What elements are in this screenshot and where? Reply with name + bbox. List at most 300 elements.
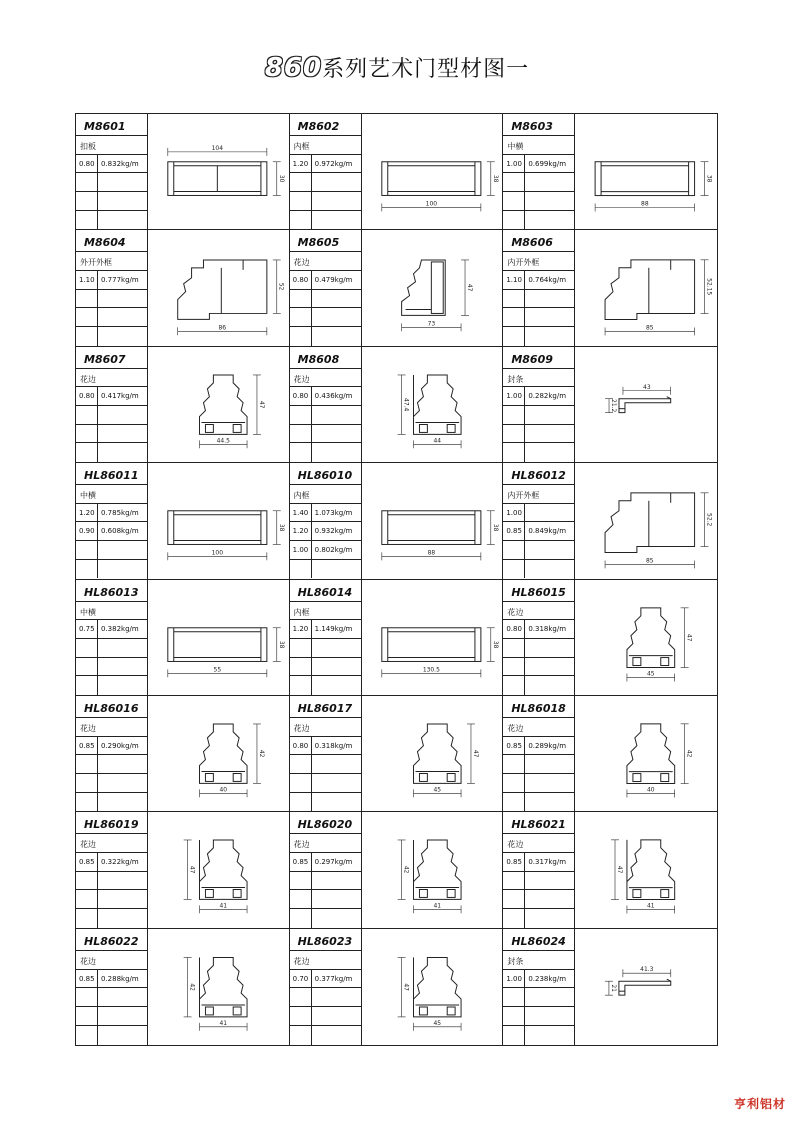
spec-weight: 0.777kg/m: [101, 276, 139, 285]
spec-weight: [312, 774, 315, 792]
dimension-height-label: 38: [277, 523, 285, 532]
spec-row: [503, 620, 574, 639]
spec-weight: [525, 1007, 528, 1025]
profile-cell: [290, 812, 504, 928]
profile-cell: [290, 347, 504, 463]
spec-row: [290, 290, 361, 309]
spec-row: [503, 639, 574, 658]
spec-weight: [98, 676, 101, 695]
spec-row: [503, 192, 574, 211]
spec-row: [290, 793, 361, 812]
spec-row: [290, 522, 361, 541]
spec-row: [503, 387, 574, 406]
spec-weight: 0.318kg/m: [528, 625, 567, 634]
watermark: 亨利铝材: [733, 1097, 786, 1111]
dimension-lines: [605, 493, 708, 569]
profile-cross-section: [362, 929, 503, 1045]
profile-name: 中横: [76, 602, 147, 621]
spec-thickness: [503, 988, 525, 1006]
spec-thickness: 1.20: [290, 620, 312, 638]
spec-thickness: [503, 890, 525, 908]
spec-thickness: [76, 676, 98, 695]
spec-weight: [525, 988, 528, 1006]
profile-section-drawing: [413, 840, 461, 899]
spec-thickness: [503, 774, 525, 792]
spec-weight: [98, 890, 101, 908]
profile-section-drawing: [200, 724, 248, 783]
profile-section-drawing: [168, 162, 267, 196]
spec-thickness: [76, 560, 98, 579]
profile-cell: [503, 696, 717, 812]
profile-section-drawing: [605, 493, 695, 553]
dimension-lines: [184, 840, 247, 913]
spec-weight: [525, 192, 528, 210]
profile-name: 花边: [290, 718, 361, 737]
profile-info-table: [290, 929, 362, 1045]
spec-thickness: 1.20: [76, 504, 98, 522]
spec-weight: 0.318kg/m: [314, 741, 353, 750]
spec-thickness: [76, 988, 98, 1006]
profile-cross-section: [362, 812, 503, 927]
spec-weight: 0.238kg/m: [528, 974, 567, 983]
spec-row: [503, 560, 574, 579]
spec-row: [503, 308, 574, 327]
profile-drawing: [575, 580, 717, 695]
spec-row: [76, 1026, 147, 1045]
spec-weight: [312, 793, 315, 812]
dimension-lines: [200, 375, 261, 448]
dimension-width-label: 130.5: [422, 665, 440, 673]
spec-row: [76, 658, 147, 677]
spec-row: [503, 504, 574, 523]
spec-row: [290, 443, 361, 462]
dimension-lines: [397, 375, 460, 448]
spec-row: [290, 676, 361, 695]
profile-code: HL86023: [290, 929, 361, 951]
profile-code: HL86014: [290, 580, 361, 602]
dimension-width-label: 40: [219, 786, 228, 794]
spec-thickness: [503, 755, 525, 773]
profile-cell: [503, 463, 717, 579]
dimension-width-label: 104: [211, 144, 224, 152]
spec-weight: [98, 909, 101, 928]
profile-name: 花边: [503, 718, 574, 737]
profile-drawing: [148, 114, 289, 229]
profile-drawing: [575, 812, 717, 927]
dimension-width-label: 43: [643, 383, 651, 391]
profile-cross-section: [575, 696, 717, 811]
dimension-width-label: 73: [427, 320, 435, 328]
spec-weight: 1.149kg/m: [314, 625, 353, 634]
dimension-width-label: 85: [646, 324, 654, 332]
profile-cell: [290, 230, 504, 346]
spec-thickness: 0.80: [290, 271, 312, 289]
spec-weight: 0.317kg/m: [528, 857, 567, 866]
spec-thickness: [76, 425, 98, 443]
profile-name: 内框: [290, 485, 361, 504]
spec-thickness: 0.75: [76, 620, 98, 638]
spec-row: [76, 872, 147, 891]
spec-row: [503, 755, 574, 774]
dimension-height-label: 47: [402, 983, 410, 991]
dimension-lines: [397, 957, 460, 1030]
profile-cell: [503, 929, 717, 1045]
dimension-width-label: 41.3: [640, 965, 654, 973]
spec-weight: [525, 443, 528, 462]
profile-info-table: [503, 812, 575, 927]
spec-weight: 0.377kg/m: [314, 974, 353, 983]
spec-thickness: 0.70: [290, 970, 312, 988]
profile-drawing: [148, 580, 289, 695]
spec-thickness: [503, 290, 525, 308]
spec-weight: [312, 290, 315, 308]
profile-section-drawing: [178, 260, 267, 319]
spec-row: [76, 308, 147, 327]
dimension-lines: [200, 724, 261, 797]
profile-section-drawing: [619, 979, 671, 995]
spec-row: [503, 211, 574, 230]
spec-row: [76, 560, 147, 579]
profile-name: 花边: [290, 252, 361, 271]
spec-thickness: 0.85: [503, 853, 525, 871]
spec-row: [503, 890, 574, 909]
spec-weight: 0.479kg/m: [314, 276, 353, 285]
spec-row: [76, 155, 147, 174]
spec-thickness: [290, 890, 312, 908]
profile-cell: [503, 114, 717, 230]
profile-info-table: [76, 812, 148, 927]
spec-weight: 0.849kg/m: [528, 527, 567, 536]
spec-row: [503, 522, 574, 541]
spec-thickness: [290, 425, 312, 443]
spec-thickness: [76, 308, 98, 326]
dimension-lines: [178, 260, 281, 335]
spec-weight: 0.608kg/m: [101, 527, 139, 536]
profile-cell: [76, 114, 290, 230]
profile-name: 内开外框: [503, 252, 574, 271]
dimension-lines: [381, 511, 494, 561]
spec-row: [76, 211, 147, 230]
profile-name: 花边: [76, 369, 147, 388]
profile-code: HL86012: [503, 463, 574, 485]
spec-thickness: 0.80: [503, 620, 525, 638]
spec-row: [503, 155, 574, 174]
spec-row: [503, 1026, 574, 1045]
profile-code: HL86024: [503, 929, 574, 951]
spec-thickness: [290, 327, 312, 346]
spec-thickness: 1.00: [503, 155, 525, 173]
spec-weight: [525, 793, 528, 812]
spec-row: [290, 211, 361, 230]
profile-info-table: [76, 463, 148, 578]
profile-drawing: [148, 347, 289, 462]
profile-info-table: [76, 114, 148, 229]
spec-weight: [525, 504, 528, 522]
profile-section-drawing: [381, 511, 480, 545]
spec-row: [76, 988, 147, 1007]
spec-thickness: [503, 211, 525, 230]
profile-cell: [76, 812, 290, 928]
profile-section-drawing: [381, 627, 480, 661]
dimension-height-label: 47: [465, 284, 473, 292]
dimension-width-label: 41: [219, 1019, 228, 1027]
spec-thickness: [290, 211, 312, 230]
dimension-width-label: 55: [213, 665, 222, 673]
dimension-height-label: 30: [277, 174, 285, 183]
spec-row: [503, 1007, 574, 1026]
spec-weight: [525, 1026, 528, 1045]
spec-thickness: [290, 560, 312, 579]
spec-row: [290, 658, 361, 677]
spec-weight: [525, 211, 528, 230]
profile-name: 封条: [503, 951, 574, 970]
spec-weight: [312, 1007, 315, 1025]
spec-thickness: [76, 872, 98, 890]
title-text: 系列艺术门型材图一: [322, 57, 530, 82]
profile-cell: [290, 929, 504, 1045]
dimension-height-label: 38: [277, 640, 285, 648]
spec-weight: [312, 308, 315, 326]
spec-thickness: [503, 1026, 525, 1045]
profile-cross-section: [148, 580, 289, 695]
dimension-width-label: 86: [218, 324, 227, 332]
profile-name: 花边: [290, 369, 361, 388]
dimension-height-label: 42: [257, 749, 265, 758]
spec-weight: 0.322kg/m: [101, 857, 139, 866]
spec-weight: 0.289kg/m: [528, 741, 567, 750]
profile-code: HL86010: [290, 463, 361, 485]
spec-row: [503, 271, 574, 290]
profile-cross-section: [148, 347, 289, 462]
profile-section-drawing: [627, 840, 675, 900]
dimension-width-label: 85: [646, 557, 654, 565]
profile-cell: [76, 347, 290, 463]
dimension-lines: [401, 260, 468, 331]
profile-cross-section: [575, 230, 717, 345]
spec-weight: [98, 639, 101, 657]
profile-name: 花边: [76, 951, 147, 970]
dimension-lines: [168, 511, 281, 561]
profile-cross-section: [148, 812, 289, 927]
spec-row: [503, 909, 574, 928]
spec-weight: 0.932kg/m: [314, 527, 353, 536]
spec-thickness: [290, 658, 312, 676]
profile-drawing: [148, 812, 289, 927]
dimension-lines: [605, 260, 708, 336]
spec-row: [76, 192, 147, 211]
spec-thickness: [290, 872, 312, 890]
dimension-width-label: 44: [433, 437, 441, 445]
spec-thickness: [503, 1007, 525, 1025]
spec-row: [76, 387, 147, 406]
spec-weight: [525, 425, 528, 443]
dimension-width-label: 100: [211, 549, 224, 557]
profile-cell: [503, 580, 717, 696]
spec-row: [76, 173, 147, 192]
dimension-height-label: 42: [402, 866, 410, 874]
profile-info-table: [76, 580, 148, 695]
spec-thickness: 1.20: [290, 155, 312, 173]
profile-drawing: [362, 463, 503, 578]
spec-row: [290, 774, 361, 793]
profile-code: HL86015: [503, 580, 574, 602]
spec-row: [76, 755, 147, 774]
spec-weight: [312, 658, 315, 676]
profile-code: M8605: [290, 230, 361, 252]
profile-section-drawing: [200, 375, 248, 434]
spec-row: [290, 1026, 361, 1045]
spec-thickness: [76, 541, 98, 559]
spec-thickness: [290, 988, 312, 1006]
profile-cross-section: [148, 929, 289, 1045]
spec-row: [290, 155, 361, 174]
dimension-height-label: 38: [491, 174, 499, 183]
profile-code: M8607: [76, 347, 147, 369]
spec-thickness: [290, 1026, 312, 1045]
spec-row: [290, 639, 361, 658]
dimension-height-label: 47: [685, 633, 693, 641]
spec-thickness: [503, 308, 525, 326]
profile-code: HL86019: [76, 812, 147, 834]
spec-thickness: [76, 211, 98, 230]
spec-thickness: 0.85: [76, 970, 98, 988]
spec-weight: [525, 327, 528, 346]
profile-code: HL86013: [76, 580, 147, 602]
spec-thickness: [76, 909, 98, 928]
profile-info-table: [76, 347, 148, 462]
spec-weight: [525, 639, 528, 657]
spec-row: [290, 755, 361, 774]
spec-thickness: 1.00: [290, 541, 312, 559]
dimension-width-label: 45: [433, 1019, 441, 1027]
spec-weight: 0.699kg/m: [528, 159, 567, 168]
spec-weight: [312, 890, 315, 908]
profile-section-drawing: [619, 396, 671, 412]
profile-name: 外开外框: [76, 252, 147, 271]
profile-drawing: [362, 812, 503, 927]
spec-thickness: [503, 327, 525, 346]
spec-weight: [98, 1026, 101, 1045]
spec-thickness: [290, 192, 312, 210]
spec-weight: [312, 676, 315, 695]
spec-weight: [525, 541, 528, 559]
spec-thickness: 0.85: [503, 522, 525, 540]
dimension-width-label: 45: [647, 669, 655, 677]
dimension-width-label: 88: [427, 549, 435, 557]
dimension-height-label: 47: [471, 749, 479, 758]
profile-section-drawing: [627, 607, 675, 667]
profile-drawing: [148, 230, 289, 345]
dimension-lines: [381, 162, 494, 212]
spec-row: [76, 1007, 147, 1026]
profile-name: 花边: [503, 602, 574, 621]
spec-row: [290, 173, 361, 192]
spec-weight: [525, 406, 528, 424]
spec-weight: [312, 872, 315, 890]
spec-weight: [98, 308, 101, 326]
spec-weight: [98, 192, 101, 210]
spec-thickness: 1.20: [290, 522, 312, 540]
profile-cell: [76, 929, 290, 1045]
spec-thickness: [503, 425, 525, 443]
profile-drawing: [362, 580, 503, 695]
spec-thickness: [76, 774, 98, 792]
profile-section-drawing: [401, 260, 445, 315]
spec-thickness: 1.10: [503, 271, 525, 289]
profile-cross-section: [148, 230, 289, 345]
spec-weight: [98, 425, 101, 443]
dimension-height-label: 47: [616, 866, 624, 874]
spec-weight: 0.297kg/m: [314, 857, 353, 866]
profile-cross-section: [575, 114, 717, 229]
spec-weight: [312, 639, 315, 657]
profile-cell: [76, 696, 290, 812]
profile-info-table: [503, 230, 575, 345]
spec-row: [290, 560, 361, 579]
spec-weight: 0.832kg/m: [101, 159, 139, 168]
profile-code: M8602: [290, 114, 361, 136]
profile-drawing: [362, 114, 503, 229]
profile-cell: [503, 230, 717, 346]
spec-weight: [525, 308, 528, 326]
profile-info-table: [290, 114, 362, 229]
spec-thickness: [76, 290, 98, 308]
profile-code: M8609: [503, 347, 574, 369]
spec-thickness: 1.00: [503, 970, 525, 988]
profile-name: 内开外框: [503, 485, 574, 504]
spec-weight: 0.802kg/m: [314, 546, 353, 555]
profile-section-drawing: [200, 957, 248, 1016]
spec-row: [290, 872, 361, 891]
profile-info-table: [503, 580, 575, 695]
spec-thickness: [503, 639, 525, 657]
spec-weight: [98, 290, 101, 308]
spec-weight: [98, 872, 101, 890]
spec-row: [503, 173, 574, 192]
profile-drawing: [148, 929, 289, 1045]
dimension-height-label: 52: [277, 283, 285, 291]
profile-drawing: [362, 929, 503, 1045]
spec-weight: [312, 211, 315, 230]
dimension-lines: [168, 627, 281, 677]
spec-weight: [312, 1026, 315, 1045]
spec-thickness: [290, 406, 312, 424]
spec-thickness: 1.10: [76, 271, 98, 289]
profile-drawing: [362, 696, 503, 811]
profile-section-drawing: [168, 511, 267, 545]
dimension-height-label: 52.15: [705, 278, 713, 296]
spec-row: [76, 909, 147, 928]
spec-row: [76, 327, 147, 346]
spec-row: [76, 639, 147, 658]
spec-weight: [98, 560, 101, 579]
dimension-height-label: 42: [685, 749, 693, 758]
spec-row: [503, 425, 574, 444]
spec-weight: [98, 755, 101, 773]
profile-name: 内框: [290, 602, 361, 621]
spec-row: [290, 853, 361, 872]
profile-drawing: [575, 347, 717, 462]
spec-row: [76, 271, 147, 290]
profile-cell: [290, 696, 504, 812]
spec-row: [290, 620, 361, 639]
spec-row: [503, 737, 574, 756]
spec-row: [76, 504, 147, 523]
profile-code: M8601: [76, 114, 147, 136]
spec-thickness: [503, 541, 525, 559]
dimension-lines: [611, 840, 675, 914]
dimension-lines: [168, 148, 281, 196]
